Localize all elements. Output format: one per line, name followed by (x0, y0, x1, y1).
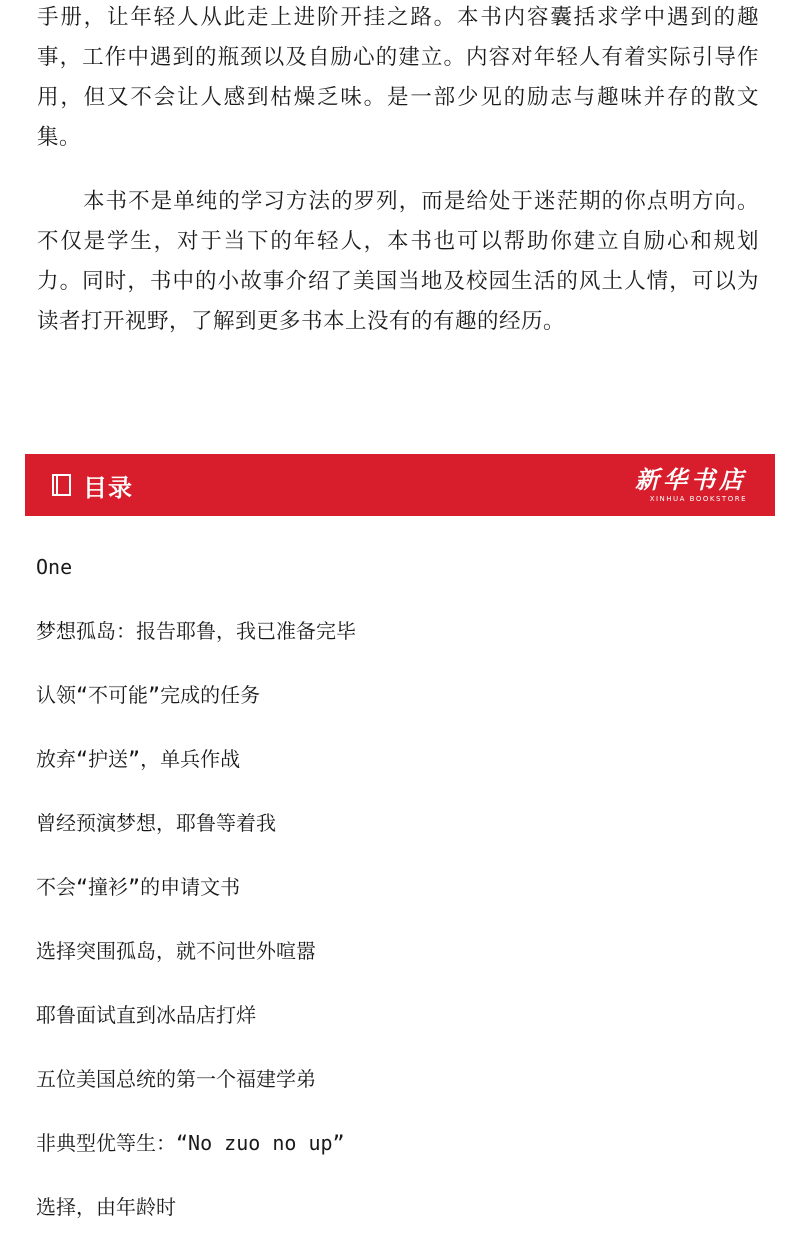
logo-chinese-text: 新华书店 (635, 464, 747, 494)
toc-banner-heading (51, 468, 133, 503)
toc-item[interactable]: 选择突围孤岛，就不问世外喧嚣 (36, 939, 316, 963)
toc-item[interactable]: 曾经预演梦想，耶鲁等着我 (36, 811, 276, 835)
toc-banner (25, 454, 775, 516)
intro-paragraph: 手册，让年轻人从此走上进阶开挂之路。本书内容囊括求学中遇到的趣事，工作中遇到的瓶颈以及自励心的建立。内容对年轻人有着实际引导作用，但又不会让人感到枯燥乏味。是一部少见的励志与趣味并存的散文集。 (37, 5, 759, 150)
book-intro (37, 0, 759, 342)
xinhua-bookstore-logo (635, 464, 747, 503)
toc-title: 目录 (83, 473, 133, 502)
toc-item[interactable]: 认领“不可能”完成的任务 (36, 683, 261, 707)
toc-item[interactable]: 放弃“护送”，单兵作战 (36, 747, 241, 771)
toc-item[interactable]: 不会“撞衫”的申请文书 (36, 875, 241, 899)
toc-item[interactable]: 五位美国总统的第一个福建学弟 (36, 1067, 316, 1091)
toc-item[interactable]: 非典型优等生：“No zuo no up” (36, 1131, 345, 1155)
toc-item[interactable]: One (36, 555, 73, 579)
intro-paragraph: 本书不是单纯的学习方法的罗列，而是给处于迷茫期的你点明方向。不仅是学生，对于当下的年轻人，本书也可以帮助你建立自励心和规划力。同时，书中的小故事介绍了美国当地及校园生活的风土人情，可以为读者打开视野，了解到更多书本上没有的有趣的经历。 (37, 189, 759, 334)
toc-item[interactable]: 耶鲁面试直到冰品店打烊 (36, 1003, 256, 1027)
toc-item[interactable]: 梦想孤岛：报告耶鲁，我已准备完毕 (36, 619, 356, 643)
book-icon (51, 473, 73, 497)
toc-item[interactable]: 选择，由年龄时 (36, 1195, 176, 1219)
table-of-contents (36, 546, 356, 1250)
logo-english-text: XINHUA BOOKSTORE (649, 494, 747, 503)
